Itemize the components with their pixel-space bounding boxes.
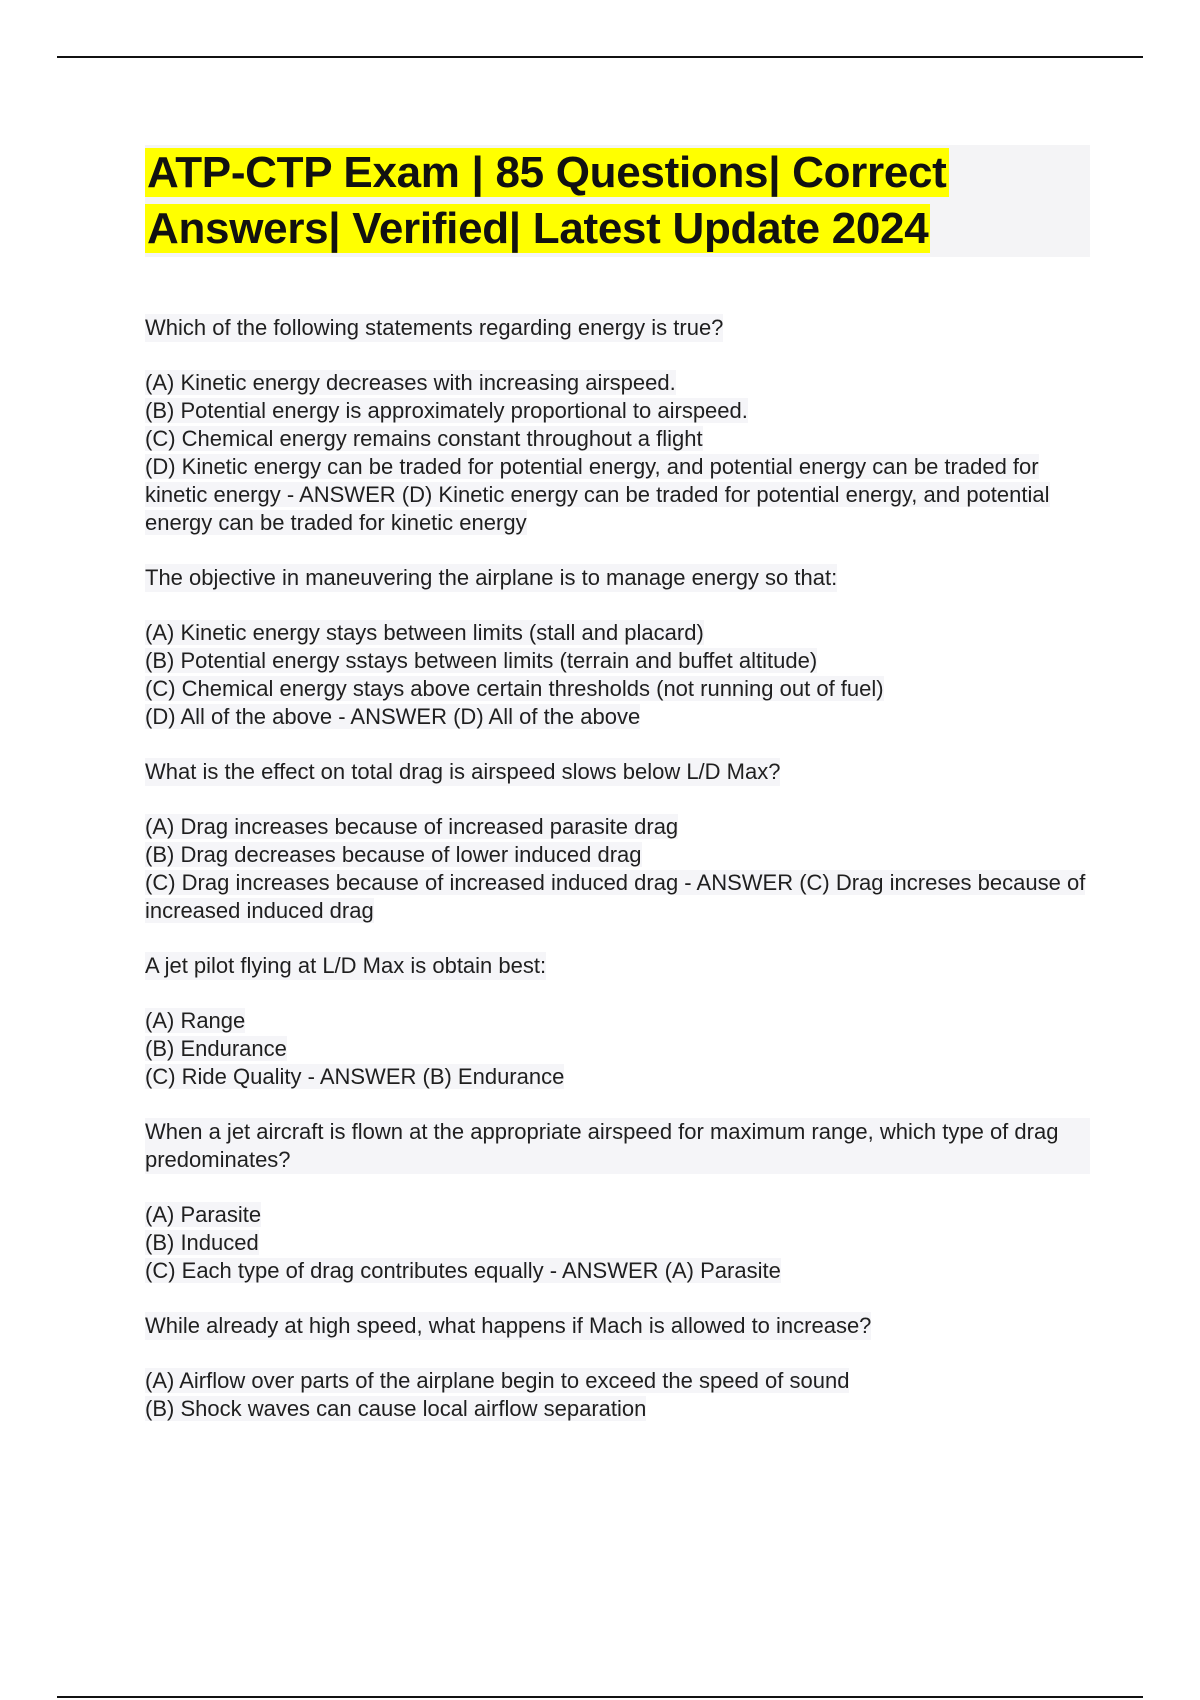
question-item	[145, 952, 1090, 1091]
title-line-2: Answers| Verified| Latest Update 2024	[147, 204, 929, 253]
option-line: (C) Chemical energy stays above certain thresholds (not running out of fuel)	[145, 676, 884, 701]
option-line: (C) Chemical energy remains constant throughout a flight	[145, 426, 703, 451]
option-line: (A) Range	[145, 1008, 246, 1033]
document-title	[145, 145, 1090, 257]
option-line: (B) Potential energy is approximately proportional to airspeed.	[145, 398, 748, 423]
option-line: (A) Kinetic energy stays between limits (stall and placard)	[145, 620, 704, 645]
top-rule	[57, 56, 1143, 58]
option-line-with-answer: (C) Ride Quality - ANSWER (B) Endurance	[145, 1064, 565, 1089]
question-item	[145, 758, 1090, 925]
option-line: (B) Induced	[145, 1230, 259, 1255]
question-item	[145, 1312, 1090, 1423]
question-text: What is the effect on total drag is airspeed slows below L/D Max?	[145, 759, 781, 784]
option-line-with-answer: (C) Drag increases because of increased induced drag - ANSWER (C) Drag increses because of increased induced drag	[145, 870, 1086, 923]
option-line: (A) Drag increases because of increased parasite drag	[145, 814, 679, 839]
title-block	[145, 145, 1090, 257]
option-line-with-answer: (D) Kinetic energy can be traded for potential energy, and potential energy can be traded for kinetic energy - ANSWER (D) Kinetic energy can be traded for potential energy, and potential energy can be traded for kinetic energy	[145, 454, 1050, 535]
title-line-1: ATP-CTP Exam | 85 Questions| Correct	[147, 148, 947, 197]
question-text: Which of the following statements regarding energy is true?	[145, 315, 724, 340]
question-list	[145, 314, 1090, 1423]
answer-options	[145, 369, 1090, 537]
option-line-with-answer: (D) All of the above - ANSWER (D) All of the above	[145, 704, 641, 729]
answer-options	[145, 1367, 1090, 1423]
question-text: While already at high speed, what happens if Mach is allowed to increase?	[145, 1313, 872, 1338]
option-line-with-answer: (C) Each type of drag contributes equally - ANSWER (A) Parasite	[145, 1258, 781, 1283]
option-line: (A) Parasite	[145, 1202, 262, 1227]
bottom-rule	[57, 1696, 1143, 1698]
question-item	[145, 314, 1090, 537]
option-line: (A) Airflow over parts of the airplane begin to exceed the speed of sound	[145, 1368, 850, 1393]
question-item	[145, 564, 1090, 731]
question-text: A jet pilot flying at L/D Max is obtain best:	[145, 953, 547, 978]
answer-options	[145, 619, 1090, 731]
question-item	[145, 1118, 1090, 1285]
option-line: (B) Shock waves can cause local airflow separation	[145, 1396, 647, 1421]
document-body	[145, 145, 1090, 1450]
answer-options	[145, 813, 1090, 925]
question-text: When a jet aircraft is flown at the appropriate airspeed for maximum range, which type of drag predominates?	[145, 1118, 1090, 1174]
question-text: The objective in maneuvering the airplane is to manage energy so that:	[145, 565, 838, 590]
answer-options	[145, 1201, 1090, 1285]
option-line: (A) Kinetic energy decreases with increasing airspeed.	[145, 370, 676, 395]
option-line: (B) Drag decreases because of lower induced drag	[145, 842, 642, 867]
answer-options	[145, 1007, 1090, 1091]
option-line: (B) Potential energy sstays between limits (terrain and buffet altitude)	[145, 648, 818, 673]
option-line: (B) Endurance	[145, 1036, 287, 1061]
